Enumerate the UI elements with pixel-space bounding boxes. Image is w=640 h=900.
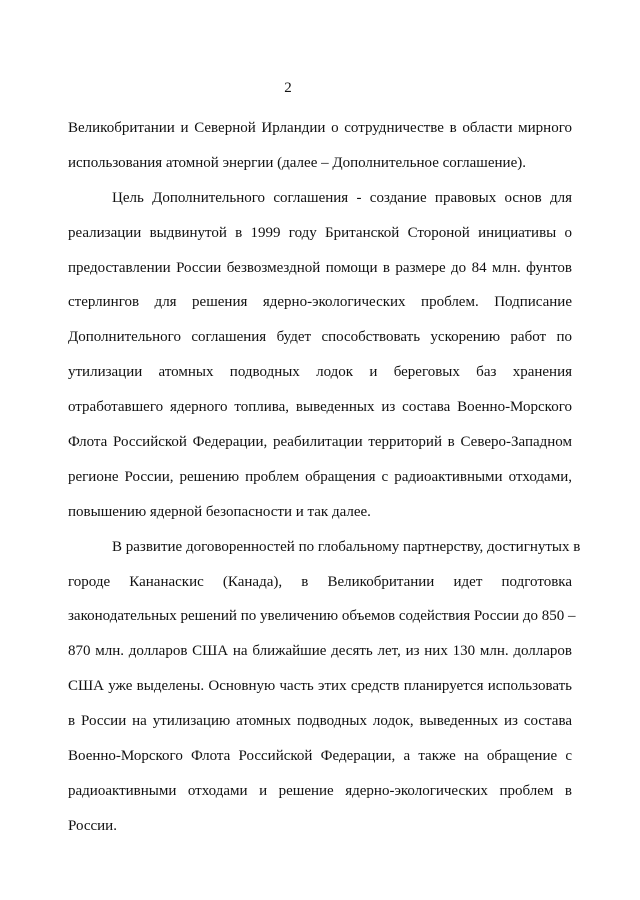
- text-line: регионе России, решению проблем обращения с радиоактивными отходами,: [68, 468, 572, 485]
- text-line: США уже выделены. Основную часть этих средств планируется использовать: [68, 678, 572, 695]
- text-line: реализации выдвинутой в 1999 году Британской Стороной инициативы о: [68, 224, 572, 241]
- text-line: Флота Российской Федерации, реабилитации территорий в Северо-Западном: [68, 434, 572, 451]
- text-line: стерлингов для решения ядерно-экологических проблем. Подписание: [68, 294, 572, 311]
- text-line: предоставлении России безвозмездной помощи в размере до 84 млн. фунтов: [68, 259, 572, 276]
- paragraph: [68, 530, 581, 844]
- text-line: России.: [68, 817, 117, 834]
- text-line: утилизации атомных подводных лодок и береговых баз хранения: [68, 364, 572, 381]
- text-line: городе Кананаскис (Канада), в Великобритании идет подготовка: [68, 573, 572, 590]
- text-line: использования атомной энергии (далее – Дополнительное соглашение).: [68, 154, 526, 171]
- text-line: повышению ядерной безопасности и так далее.: [68, 503, 371, 520]
- text-line: 870 млн. долларов США на ближайшие десять лет, из них 130 млн. долларов: [68, 643, 572, 660]
- text-line: Военно-Морского Флота Российской Федерации, а также на обращение с: [68, 748, 572, 765]
- paragraph: [68, 111, 572, 181]
- document-body: [68, 111, 581, 844]
- text-line: Цель Дополнительного соглашения - создание правовых основ для: [112, 189, 572, 206]
- text-line: Великобритании и Северной Ирландии о сотрудничестве в области мирного: [68, 120, 572, 136]
- text-line: законодательных решений по увеличению объемов содействия России до 850 –: [68, 608, 576, 625]
- text-line: Дополнительного соглашения будет способствовать ускорению работ по: [68, 329, 572, 346]
- page-number: 2: [284, 80, 292, 96]
- text-line: радиоактивными отходами и решение ядерно-экологических проблем в: [68, 782, 572, 799]
- text-line: отработавшего ядерного топлива, выведенных из состава Военно-Морского: [68, 399, 572, 416]
- text-line: В развитие договоренностей по глобальному партнерству, достигнутых в: [112, 538, 581, 555]
- text-line: в России на утилизацию атомных подводных лодок, выведенных из состава: [68, 713, 572, 730]
- paragraph: [68, 181, 572, 530]
